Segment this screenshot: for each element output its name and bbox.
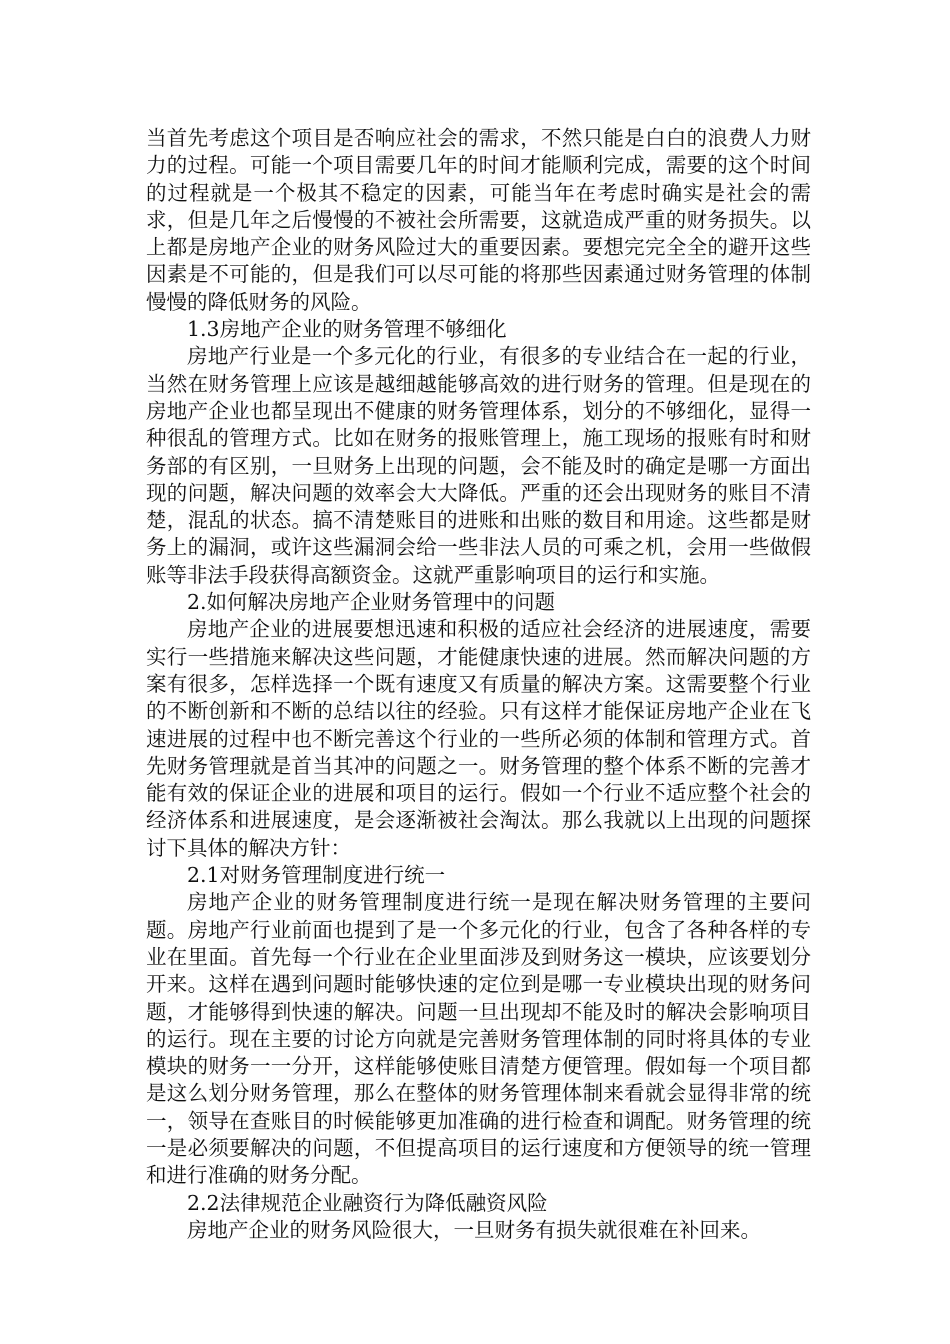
heading-1-3: 1.3房地产企业的财务管理不够细化	[187, 317, 507, 342]
paragraph-not-detailed: 房地产行业是一个多元化的行业，有很多的专业结合在一起的行业，当然在财务管理上应该是越细越能够高效的进行财务的管理。但是现在的房地产企业也都呈现出不健康的财务管理体系，划分的不够细化，显得一种很乱的管理方式。比如在财务的报账管理上，施工现场的报账有时和财务部的有区别，一旦财务上出现的问题，会不能及时的确定是哪一方面出现的问题，解决问题的效率会大大降低。严重的还会出现财务的账目不清楚，混乱的状态。搞不清楚账目的进账和出账的数目和用途。这些都是财务上的漏洞，或许这些漏洞会给一些非法人员的可乘之机，会用一些做假账等非法手段获得高额资金。这就严重影响项目的运行和实施。	[146, 344, 811, 587]
paragraph-solutions: 房地产企业的进展要想迅速和积极的适应社会经济的进展速度，需要实行一些措施来解决这些问题，才能健康快速的进展。然而解决问题的方案有很多，怎样选择一个既有速度又有质量的解决方案。这需要整个行业的不断创新和不断的总结以往的经验。只有这样才能保证房地产企业在飞速进展的过程中也不断完善这个行业的一些所必须的体制和管理方式。首先财务管理就是首当其冲的问题之一。财务管理的整个体系不断的完善才能有效的保证企业的进展和项目的运行。假如一个行业不适应整个社会的经济体系和进展速度，是会逐渐被社会淘汰。那么我就以上出现的问题探讨下具体的解决方针：	[146, 617, 811, 860]
heading-2: 2.如何解决房地产企业财务管理中的问题	[187, 590, 556, 615]
paragraph-unify-system: 房地产企业的财务管理制度进行统一是现在解决财务管理的主要问题。房地产行业前面也提到了是一个多元化的行业，包含了各种各样的专业在里面。首先每一个行业在企业里面涉及到财务这一模块，应该要划分开来。这样在遇到问题时能够快速的定位到是哪一专业模块出现的财务问题，才能够得到快速的解决。问题一旦出现却不能及时的解决会影响项目的运行。现在主要的讨论方向就是完善财务管理体制的同时将具体的专业模块的财务一一分开，这样能够使账目清楚方便管理。假如每一个项目都是这么划分财务管理，那么在整体的财务管理体制来看就会显得非常的统一，领导在查账目的时候能够更加准确的进行检查和调配。财务管理的统一是必须要解决的问题，不但提高项目的运行速度和方便领导的统一管理和进行准确的财务分配。	[146, 890, 811, 1188]
heading-2-2: 2.2法律规范企业融资行为降低融资风险	[187, 1190, 548, 1215]
heading-2-1: 2.1对财务管理制度进行统一	[187, 863, 446, 888]
paragraph-financing-risk: 房地产企业的财务风险很大，一旦财务有损失就很难在补回来。	[187, 1217, 761, 1242]
paragraph-risk-factors: 当首先考虑这个项目是否响应社会的需求，不然只能是白白的浪费人力财力的过程。可能一个项目需要几年的时间才能顺利完成，需要的这个时间的过程就是一个极其不稳定的因素，可能当年在考虑时确实是社会的需求，但是几年之后慢慢的不被社会所需要，这就造成严重的财务损失。以上都是房地产企业的财务风险过大的重要因素。要想完完全全的避开这些因素是不可能的，但是我们可以尽可能的将那些因素通过财务管理的体制慢慢的降低财务的风险。	[146, 126, 811, 314]
document-page	[146, 125, 811, 1244]
